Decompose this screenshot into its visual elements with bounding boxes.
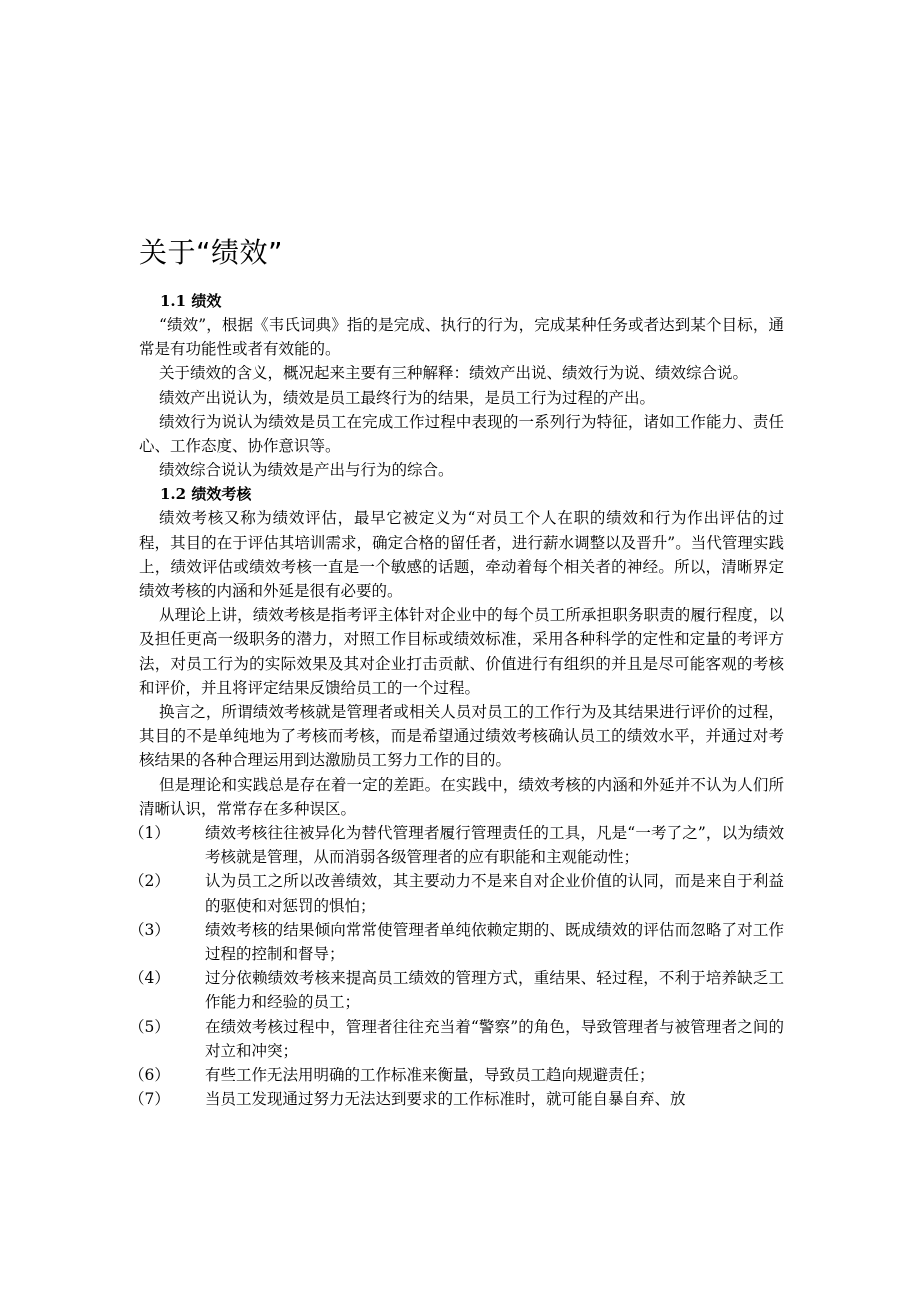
section-heading: 1.2 绩效考核	[160, 485, 252, 504]
misconception-list	[129, 821, 784, 1111]
list-item	[129, 966, 784, 1014]
section-heading: 1.1 绩效	[160, 292, 222, 310]
list-item	[129, 1015, 784, 1063]
list-item-number: （5）	[129, 1017, 170, 1036]
list-item-text: 绩效考核的结果倾向常常使管理者单纯依赖定期的、既成绩效的评估而忽略了对工作过程的控制和督导；	[205, 920, 784, 964]
paragraph: 换言之，所谓绩效考核就是管理者或相关人员对员工的工作行为及其结果进行评价的过程，其目的不是单纯地为了考核而考核，而是希望通过绩效考核确认员工的绩效水平，并通过对考核结果的各种合理运用到达激励员工努力工作的目的。	[139, 703, 784, 770]
paragraph: “绩效”，根据《韦氏词典》指的是完成、执行的行为，完成某种任务或者达到某个目标，通常是有功能性或者有效能的。	[139, 316, 784, 359]
list-item-text: 过分依赖绩效考核来提高员工绩效的管理方式，重结果、轻过程，不利于培养缺乏工作能力和经验的员工；	[205, 969, 784, 1012]
list-item	[129, 869, 784, 917]
paragraph: 绩效考核又称为绩效评估，最早它被定义为“对员工个人在职的绩效和行为作出评估的过程，其目的在于评估其培训需求，确定合格的留任者，进行薪水调整以及晋升”。当代管理实践上，绩效评估或绩效考核一直是一个敏感的话题，牵动着每个相关者的神经。所以，清晰界定绩效考核的内涵和外延是很有必要的。	[139, 509, 784, 601]
paragraph: 绩效综合说认为绩效是产出与行为的综合。	[159, 461, 454, 480]
list-item-text: 当员工发现通过努力无法达到要求的工作标准时，就可能自暴自弃、放	[205, 1090, 686, 1109]
list-item-number: （2）	[129, 872, 170, 891]
document-body	[129, 233, 784, 1112]
list-item	[129, 821, 784, 869]
list-item-text: 有些工作无法用明确的工作标准来衡量，导致员工趋向规避责任；	[205, 1066, 655, 1085]
paragraph: 从理论上讲，绩效考核是指考评主体针对企业中的每个员工所承担职务职责的履行程度，以及担任更高一级职务的潜力，对照工作目标或绩效标准，采用各种科学的定性和定量的考评方法，对员工行为的实际效果及其对企业打击贡献、价值进行有组织的并且是尽可能客观的考核和评价，并且将评定结果反馈给员工的一个过程。	[139, 606, 784, 697]
list-item-number: （6）	[129, 1066, 170, 1085]
list-item	[129, 1063, 784, 1087]
list-item-text: 绩效考核往往被异化为替代管理者履行管理责任的工具，凡是“一考了之”，以为绩效考核就是管理，从而消弱各级管理者的应有职能和主观能动性；	[205, 824, 784, 867]
list-item-number: （1）	[129, 824, 170, 843]
section-performance	[139, 289, 784, 482]
paragraph: 绩效产出说认为，绩效是员工最终行为的结果，是员工行为过程的产出。	[159, 388, 656, 407]
list-item	[129, 918, 784, 966]
list-item-number: （4）	[129, 969, 170, 988]
list-item-number: （7）	[129, 1090, 170, 1109]
document-title: 关于“绩效”	[139, 236, 284, 269]
list-item-text: 在绩效考核过程中，管理者往往充当着“警察”的角色，导致管理者与被管理者之间的对立和冲突；	[205, 1017, 784, 1060]
list-item	[129, 1087, 784, 1111]
paragraph: 关于绩效的含义，概况起来主要有三种解释：绩效产出说、绩效行为说、绩效综合说。	[159, 364, 749, 383]
section-performance-appraisal	[129, 482, 784, 1111]
list-item-number: （3）	[129, 920, 170, 939]
list-item-text: 认为员工之所以改善绩效，其主要动力不是来自对企业价值的认同，而是来自于利益的驱使和对惩罚的惧怕；	[205, 872, 784, 915]
paragraph: 但是理论和实践总是存在着一定的差距。在实践中，绩效考核的内涵和外延并不认为人们所清晰认识，常常存在多种误区。	[139, 775, 784, 818]
paragraph: 绩效行为说认为绩效是员工在完成工作过程中表现的一系列行为特征，诸如工作能力、责任心、工作态度、协作意识等。	[139, 412, 784, 456]
